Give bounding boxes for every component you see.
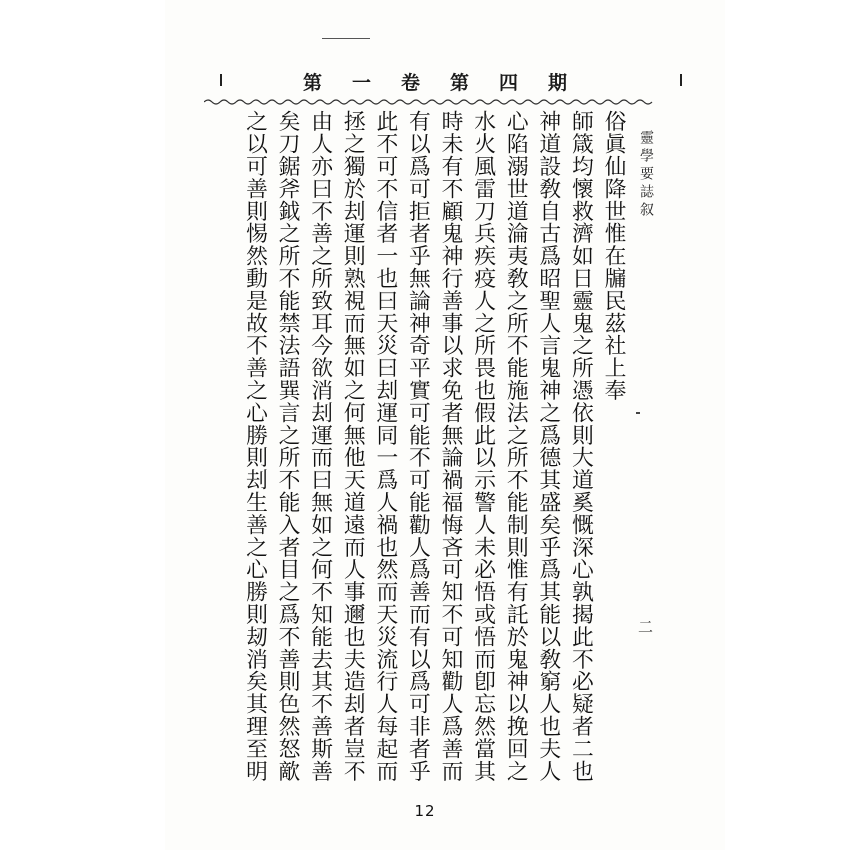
section-title: 靈學要誌叙 <box>638 130 654 220</box>
body-text: 俗眞仙降世惟在牖民茲社上奉 師箴均懷救濟如日靈鬼之所憑依則大道奚慨深心孰揭此不必疑者二也 神道設敎自古爲昭聖人言鬼神之爲德其盛矣乎爲其能以敎窮人也夫人 心陷溺世道淪夷敎之所不能施法之所不能制則惟有託於鬼神以挽回之 水火風雷刀兵疾疫人之所畏也假此以示警人未必悟或悟而卽忘然當其 時未有不顧鬼神行善事以求免者無論禍福悔吝可知不可知勸人爲善而 有以爲可拒者乎無論神奇平實可能不可能勸人爲善而有以爲可非者乎 此不可不信者一也曰天災曰刦運同一爲人禍也然而天災流行人每起而 拯之獨於刦運則熟視而無如之何無他天道遠而人事邇也夫造刦者豈不 由人亦曰不善之所致耳今欲消刦運而曰無如之何不知能去其不善斯善 矣刀鋸斧鉞之所不能禁法語巽言之所不能入者目之爲不善則色然怒歒 之以可善則惕然動是故不善之心勝則刦生善之心勝則刼消矣其理至明 <box>242 110 626 782</box>
header-mark-right <box>680 74 682 86</box>
issue-title: 第一卷第四期 <box>302 72 597 94</box>
top-rule <box>322 38 370 39</box>
page-number: 12 <box>414 802 436 820</box>
margin-mark <box>636 412 640 414</box>
wavy-rule <box>204 98 654 106</box>
running-header <box>200 64 700 98</box>
section-number: 二 <box>638 618 654 636</box>
